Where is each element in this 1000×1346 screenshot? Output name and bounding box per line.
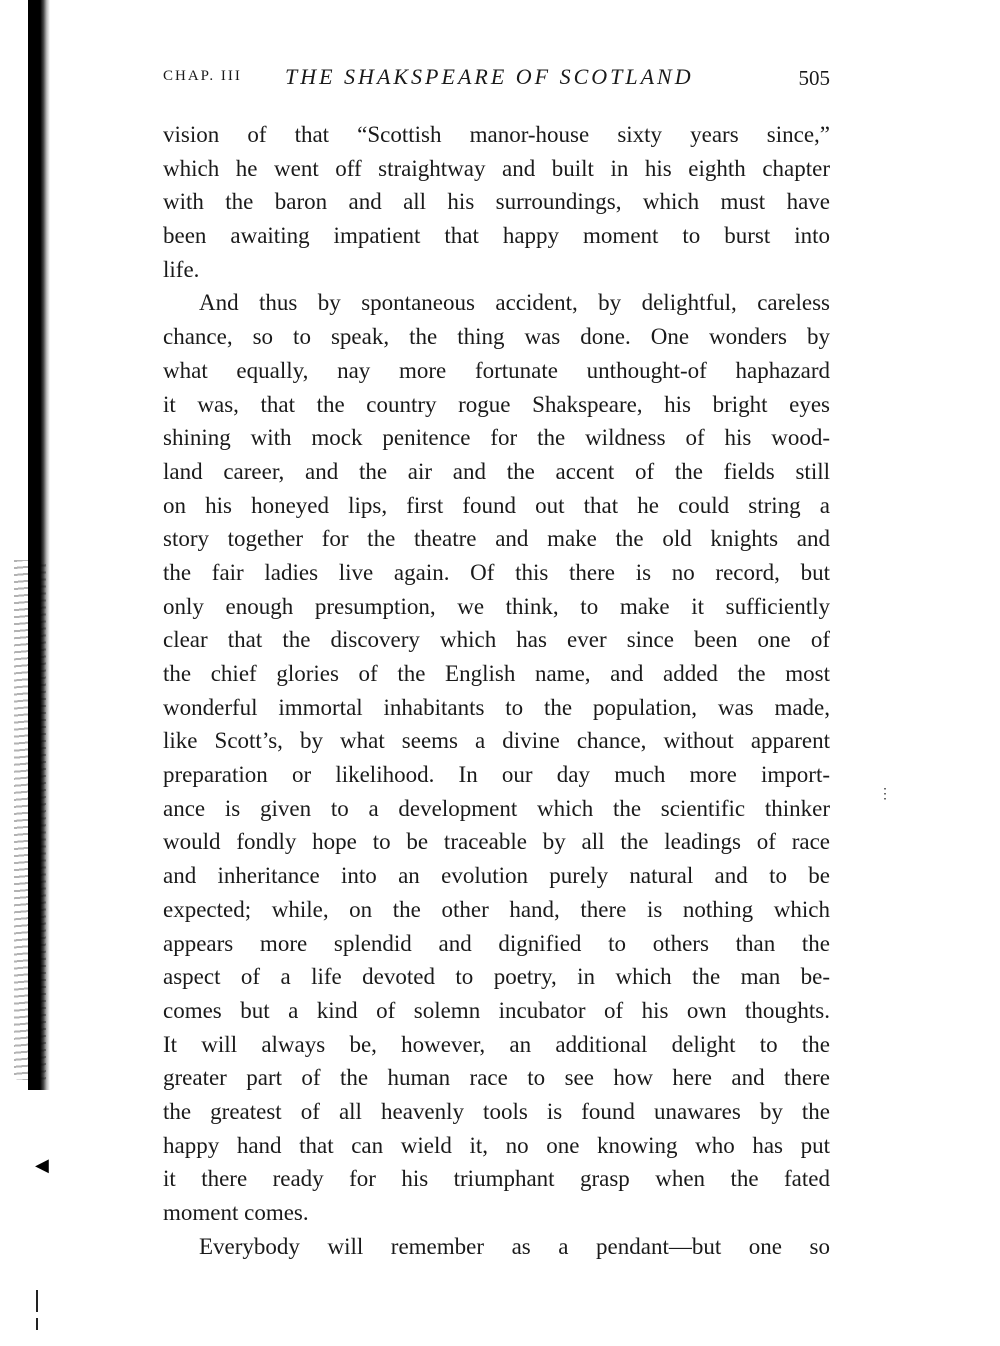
text-line: aspect of a life devoted to poetry, in which the man be- (163, 964, 830, 990)
paragraph (163, 1230, 830, 1264)
text-line: land career, and the air and the accent of the fields still (163, 458, 830, 484)
margin-tick (36, 1318, 38, 1330)
text-line: expected; while, on the other hand, there is nothing which (163, 896, 830, 922)
text-line: story together for the theatre and make the old knights and (163, 526, 830, 552)
binding-speckle (14, 560, 46, 1080)
text-line: preparation or likelihood. In our day much more import- (163, 762, 830, 788)
text-line: vision of that “Scottish manor-house sixty years since,” (163, 122, 830, 147)
text-line: been awaiting impatient that happy moment to burst into (163, 223, 830, 249)
text-line: what equally, nay more fortunate unthought-of haphazard (163, 357, 830, 383)
text-line: ance is given to a development which the scientific thinker (163, 795, 830, 821)
text-line: greater part of the human race to see how here and there (163, 1065, 830, 1091)
text-line: with the baron and all his surroundings, which must have (163, 189, 830, 215)
text-line: shining with mock penitence for the wildness of his wood- (163, 425, 830, 451)
stray-mark: ⋮ (878, 787, 892, 802)
running-title: THE SHAKSPEARE OF SCOTLAND (285, 64, 694, 89)
paragraph (163, 286, 830, 1229)
text-line: wonderful immortal inhabitants to the population, was made, (163, 694, 830, 720)
text-line: like Scott’s, by what seems a divine chance, without apparent (163, 728, 830, 754)
text-line: only enough presumption, we think, to make it sufficiently (163, 593, 830, 619)
text-line: it there ready for his triumphant grasp when the fated (163, 1166, 830, 1192)
text-line: the fair ladies live again. Of this there is no record, but (163, 559, 830, 585)
text-line: it was, that the country rogue Shakspeare, his bright eyes (163, 391, 830, 417)
paragraph (163, 118, 830, 286)
text-line: life. (163, 256, 200, 282)
margin-arrow-icon: ◀ (35, 1155, 49, 1175)
text-line: clear that the discovery which has ever since been one of (163, 627, 830, 653)
text-line: on his honeyed lips, first found out that he could string a (163, 492, 830, 518)
margin-tick (36, 1290, 38, 1312)
page-number: 505 (798, 66, 830, 90)
text-line: and inheritance into an evolution purely natural and to be (163, 863, 830, 889)
body-text (163, 118, 830, 1263)
text-line: the chief glories of the English name, and added the most (163, 661, 830, 686)
text-line: moment comes. (163, 1200, 309, 1225)
text-line: comes but a kind of solemn incubator of his own thoughts. (163, 997, 830, 1023)
text-line: which he went off straightway and built in his eighth chapter (163, 155, 830, 181)
text-line: chance, so to speak, the thing was done. One wonders by (163, 324, 830, 350)
running-header (163, 64, 830, 94)
text-line: It will always be, however, an additional delight to the (163, 1031, 830, 1057)
text-line: happy hand that can wield it, no one knowing who has put (163, 1132, 830, 1158)
text-line: would fondly hope to be traceable by all the leadings of race (163, 829, 830, 855)
text-line: appears more splendid and dignified to others than the (163, 930, 830, 956)
chapter-label: CHAP. III (163, 68, 242, 84)
text-line: And thus by spontaneous accident, by delightful, careless (199, 290, 830, 316)
text-line: the greatest of all heavenly tools is found unawares by the (163, 1098, 830, 1124)
text-line: Everybody will remember as a pendant—but one so (199, 1233, 830, 1259)
